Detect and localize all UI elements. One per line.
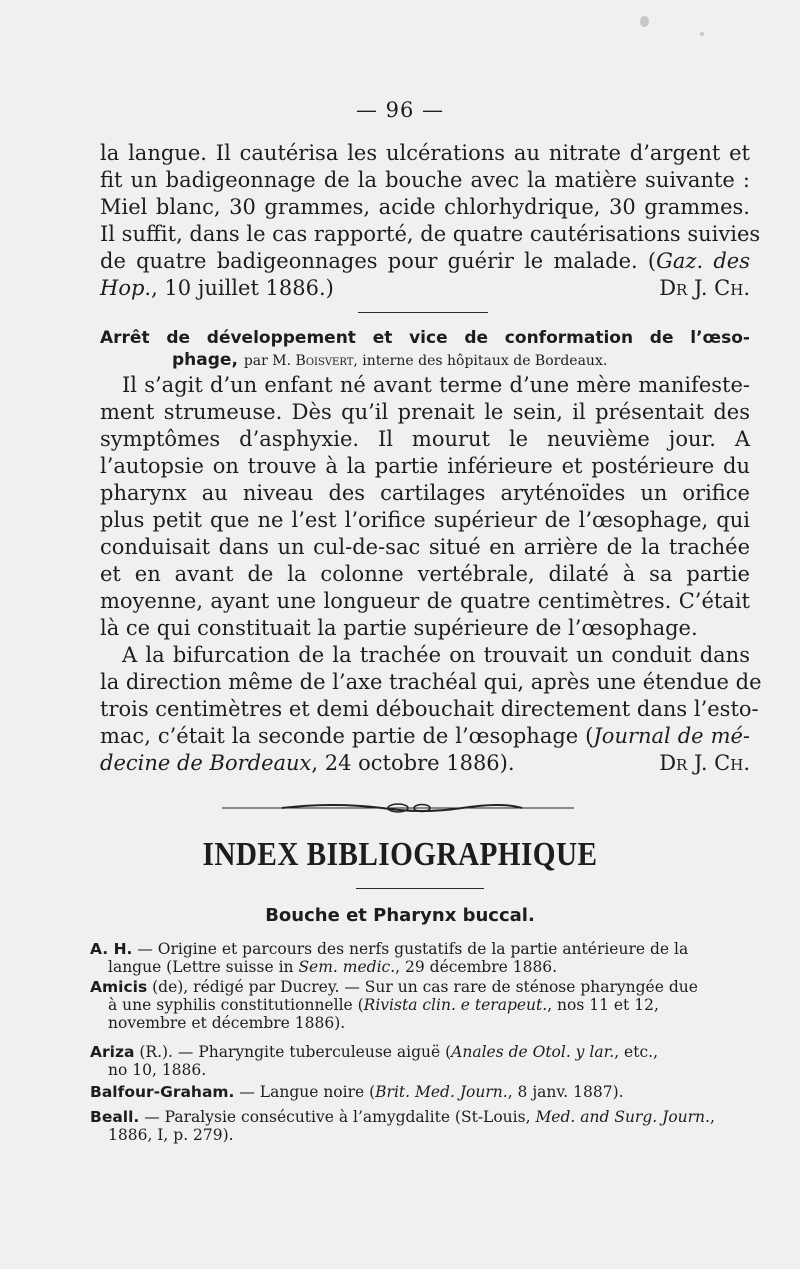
article-title: Arrêt de développement et vice de conformation de l’œso- [100,328,750,348]
bibliography-list [90,978,746,1032]
signature: Dr J. Ch. [659,276,750,300]
bibliography-entry: Beall. — Paralysie consécutive à l’amygdalite (St-Louis, Med. and Surg. Journ., 1886, I, p. 279). [90,1108,715,1144]
text-line: trois centimètres et demi débouchait directement dans l’esto- [100,697,759,721]
journal-title: Sem. medic. [298,958,396,976]
text-line: Il s’agit d’un enfant né avant terme d’une mère manifeste- [122,373,750,397]
bibliography-entry: Amicis (de), rédigé par Ducrey. — Sur un cas rare de sténose pharyngée due à une syphilis constitutionnelle (Rivista clin. e terapeut., nos 11 et 12, novembre et décembre 1886). [90,978,698,1032]
entry-author: Beall. [90,1108,140,1126]
bibliography-entry: A. H. — Origine et parcours des nerfs gustatifs de la partie antérieure de la langue (Lettre suisse in Sem. medic., 29 décembre 1886. [90,940,689,976]
text-line: la langue. Il cautérisa les ulcérations au nitrate d’argent et [100,141,750,165]
ink-spot [640,16,649,27]
section-title: INDEX BIBLIOGRAPHIQUE [202,836,598,873]
bibliography-list [90,1108,746,1144]
text-line: de quatre badigeonnages pour guérir le malade. (Gaz. des [100,249,751,273]
text-line: fit un badigeonnage de la bouche avec la matière suivante : [100,168,750,192]
text-line: A la bifurcation de la trachée on trouvait un conduit dans [122,643,750,667]
entry-author: A. H. [90,940,133,958]
separator-rule [356,888,484,889]
text-line: plus petit que ne l’est l’orifice supérieur de l’œsophage, qui [100,508,750,532]
signature: Dr J. Ch. [659,751,750,775]
text-line: pharynx au niveau des cartilages aryténoïdes un orifice [100,481,750,505]
bibliography-list [90,1083,746,1101]
bibliography-list [90,1043,746,1079]
text-line: moyenne, ayant une longueur de quatre centimètres. C’était [100,589,750,613]
text-line: decine de Bordeaux, 24 octobre 1886). Dr J. Ch. [100,751,750,775]
journal-title: Rivista clin. e terapeut. [363,996,548,1014]
text-line: symptômes d’asphyxie. Il mourut le neuvième jour. A [100,427,750,451]
bibliography-entry: Ariza (R.). — Pharyngite tuberculeuse aiguë (Anales de Otol. y lar., etc., no 10, 1886. [90,1043,658,1079]
text-line: Il suffit, dans le cas rapporté, de quatre cautérisations suivies [100,222,761,246]
ink-spot [700,32,704,36]
entry-author: Balfour-Graham. [90,1083,235,1101]
text-line: Hop., 10 juillet 1886.) Dr J. Ch. [100,276,750,300]
text-line: la direction même de l’axe trachéal qui, après une étendue de [100,670,762,694]
text-line: là ce qui constituait la partie supérieure de l’œsophage. [100,616,698,640]
text-line: Miel blanc, 30 grammes, acide chlorhydrique, 30 grammes. [100,195,750,219]
text-line: et en avant de la colonne vertébrale, dilaté à sa partie [100,562,750,586]
author-name: Boisvert, [295,353,358,369]
journal-title: Med. and Surg. Journ. [535,1108,710,1126]
journal-title: Anales de Otol. y lar. [451,1043,615,1061]
paragraph-continuation [100,140,761,302]
separator-rule [358,312,488,313]
text-line: conduisait dans un cul-de-sac situé en arrière de la trachée [100,535,750,559]
article-body [100,372,762,777]
bibliography-entry: Balfour-Graham. — Langue noire (Brit. Med. Journ., 8 janv. 1887). [90,1083,624,1101]
journal-title: Brit. Med. Journ. [375,1083,508,1101]
bibliography-list [90,940,746,976]
entry-author: Amicis [90,978,148,996]
entry-author: Ariza [90,1043,135,1061]
page-number: — 96 — [355,98,445,122]
ornamental-divider [222,800,574,816]
subsection-heading: Bouche et Pharynx buccal. [265,905,535,926]
article-title-cont: phage, par M. Boisvert, interne des hôpitaux de Bordeaux. [172,350,608,370]
text-line: ment strumeuse. Dès qu’il prenait le sein, il présentait des [100,400,750,424]
text-line: mac, c’était la seconde partie de l’œsophage (Journal de mé- [100,724,751,748]
article-heading [100,327,750,372]
text-line: l’autopsie on trouve à la partie inférieure et postérieure du [100,454,750,478]
